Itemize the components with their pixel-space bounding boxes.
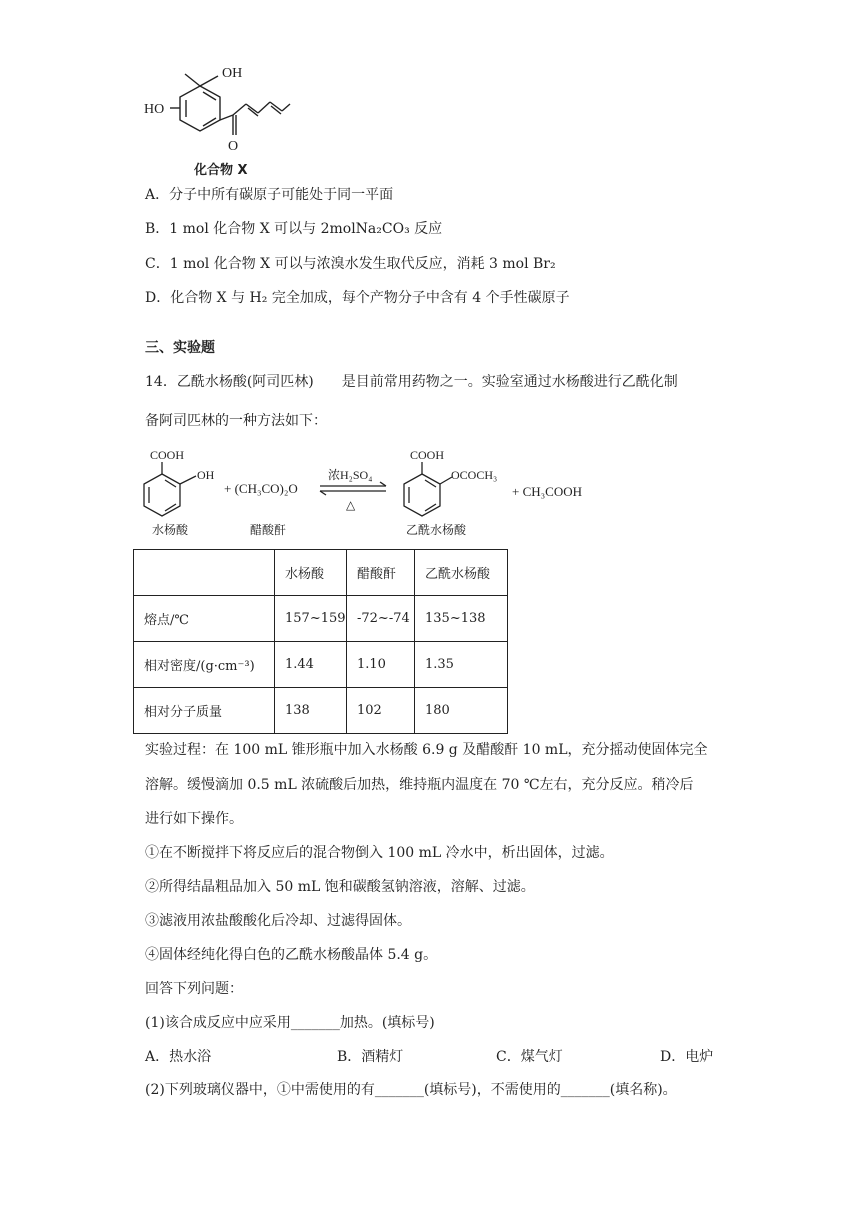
- q1-option-c: C．煤气灯: [496, 1049, 563, 1065]
- table-cell: [134, 550, 275, 596]
- table-row: [134, 688, 508, 734]
- carbonyl-o-label: O: [228, 139, 239, 154]
- condition-bottom: △: [346, 498, 356, 512]
- procedure-step-1: ①在不断搅拌下将反应后的混合物倒入 100 mL 冷水中，析出固体，过滤。: [145, 845, 614, 861]
- q1-option-d: D．电炉: [660, 1049, 714, 1065]
- q13-option-d: D．化合物 X 与 H₂ 完全加成，每个产物分子中含有 4 个手性碳原子: [145, 290, 570, 306]
- table-cell: 乙酰水杨酸: [415, 550, 508, 596]
- reaction-scheme: [140, 446, 600, 542]
- byproduct: + CH₃COOH: [512, 484, 583, 499]
- section-heading: 三、实验题: [145, 340, 215, 356]
- table-cell: 1.35: [415, 642, 508, 688]
- q13-option-c: C．1 mol 化合物 X 可以与浓溴水发生取代反应，消耗 3 mol Br₂: [145, 256, 556, 272]
- table-cell: 水杨酸: [275, 550, 347, 596]
- table-cell: 醋酸酐: [347, 550, 415, 596]
- properties-table: [133, 549, 508, 734]
- table-header-row: [134, 550, 508, 596]
- procedure-step-3: ③滤液用浓盐酸酸化后冷却、过滤得固体。: [145, 913, 411, 929]
- table-cell: -72~-74: [347, 596, 415, 642]
- q13-option-b: B．1 mol 化合物 X 可以与 2molNa₂CO₃ 反应: [145, 221, 443, 237]
- table-cell: 熔点/℃: [134, 596, 275, 642]
- procedure-line: 实验过程：在 100 mL 锥形瓶中加入水杨酸 6.9 g 及醋酸酐 10 mL，充分摇动使固体完全: [145, 742, 708, 758]
- procedure-line: 溶解。缓慢滴加 0.5 mL 浓硫酸后加热，维持瓶内温度在 70 ℃左右，充分反应。稍冷后: [145, 777, 694, 793]
- ho-label: HO: [144, 102, 165, 117]
- table-cell: 157~159: [275, 596, 347, 642]
- q13-option-a: A．分子中所有碳原子可能处于同一平面: [145, 187, 394, 203]
- reactant1-name: 水杨酸: [152, 523, 189, 537]
- reactant2-name: 醋酸酐: [250, 523, 287, 537]
- question-2: (2)下列玻璃仪器中，①中需使用的有_______(填标号)，不需使用的_______(填名称)。: [145, 1082, 677, 1098]
- product-cooh: COOH: [410, 448, 445, 462]
- product-name: 乙酰水杨酸: [406, 523, 467, 537]
- q14-intro-line2: 备阿司匹林的一种方法如下：: [145, 413, 327, 429]
- table-cell: 相对分子质量: [134, 688, 275, 734]
- answer-prompt: 回答下列问题：: [145, 981, 243, 997]
- procedure-line: 进行如下操作。: [145, 811, 243, 827]
- question-1: (1)该合成反应中应采用_______加热。(填标号): [145, 1015, 435, 1031]
- table-cell: 相对密度/(g·cm⁻³): [134, 642, 275, 688]
- table-cell: 138: [275, 688, 347, 734]
- oh-label: OH: [222, 66, 243, 81]
- product-substituent: OCOCH₃: [451, 468, 498, 482]
- q1-option-b: B．酒精灯: [337, 1049, 404, 1065]
- table-cell: 135~138: [415, 596, 508, 642]
- procedure-step-2: ②所得结晶粗品加入 50 mL 饱和碳酸氢钠溶液，溶解、过滤。: [145, 879, 535, 895]
- condition-top: 浓H₂SO₄: [328, 468, 373, 482]
- procedure-step-4: ④固体经纯化得白色的乙酰水杨酸晶体 5.4 g。: [145, 947, 438, 963]
- reactant1-oh: OH: [197, 468, 215, 482]
- table-cell: 180: [415, 688, 508, 734]
- table-row: [134, 642, 508, 688]
- compound-x-structure: [140, 60, 300, 180]
- reactant2-formula: + (CH₃CO)₂O: [224, 481, 298, 496]
- reactant1-cooh: COOH: [150, 448, 185, 462]
- compound-x-caption: 化合物 X: [194, 163, 248, 178]
- q1-option-a: A．热水浴: [145, 1049, 212, 1065]
- table-cell: 1.44: [275, 642, 347, 688]
- q14-intro-line1: 14．乙酰水杨酸(阿司匹林) 是目前常用药物之一。实验室通过水杨酸进行乙酰化制: [145, 374, 678, 390]
- table-cell: 1.10: [347, 642, 415, 688]
- table-row: [134, 596, 508, 642]
- table-cell: 102: [347, 688, 415, 734]
